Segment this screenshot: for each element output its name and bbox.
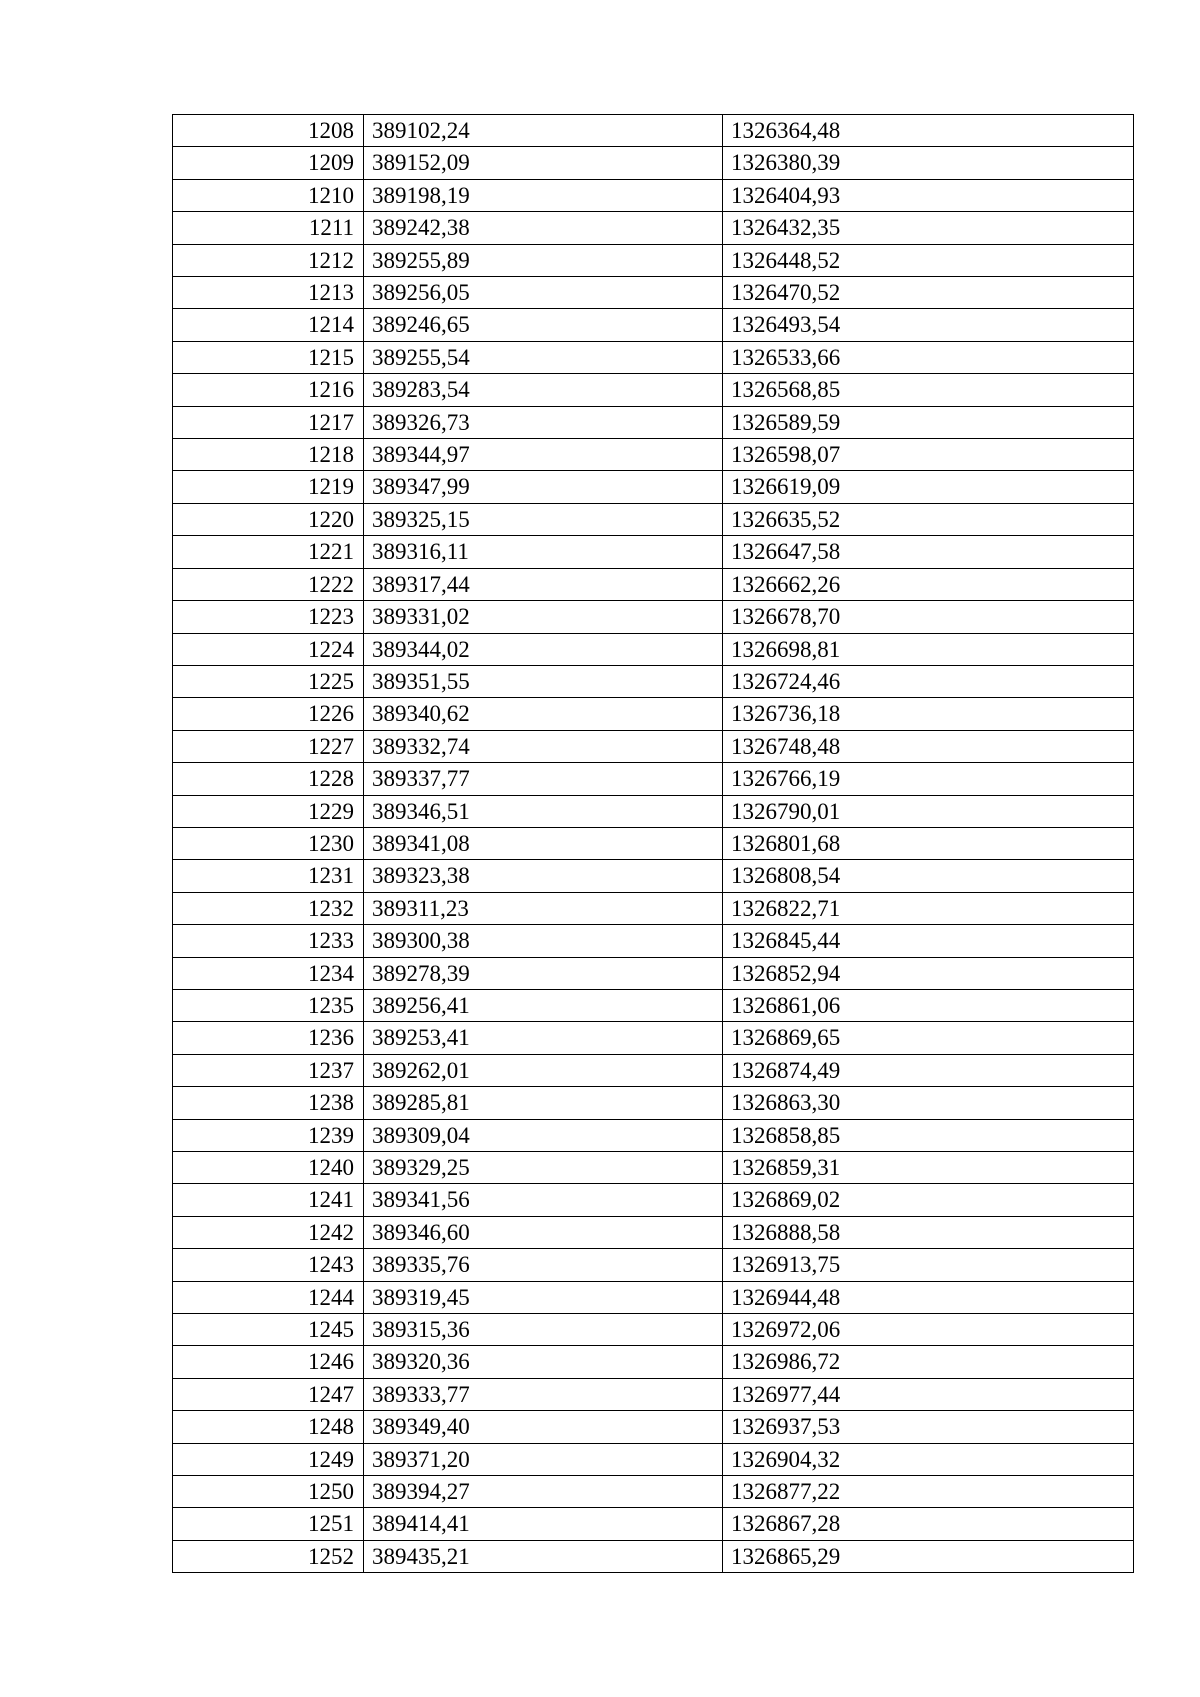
y-coordinate-cell: 1326859,31 — [723, 1152, 1134, 1184]
y-coordinate-cell: 1326877,22 — [723, 1476, 1134, 1508]
table-row — [173, 1249, 1134, 1281]
table-row — [173, 1314, 1134, 1346]
table-row — [173, 989, 1134, 1021]
y-coordinate-cell: 1326493,54 — [723, 309, 1134, 341]
y-coordinate-cell: 1326867,28 — [723, 1508, 1134, 1540]
y-coordinate-cell: 1326808,54 — [723, 860, 1134, 892]
x-coordinate-cell: 389198,19 — [364, 179, 723, 211]
x-coordinate-cell: 389329,25 — [364, 1152, 723, 1184]
point-number-cell: 1244 — [173, 1281, 364, 1313]
x-coordinate-cell: 389311,23 — [364, 892, 723, 924]
table-row — [173, 957, 1134, 989]
table-row — [173, 601, 1134, 633]
y-coordinate-cell: 1326364,48 — [723, 115, 1134, 147]
x-coordinate-cell: 389316,11 — [364, 536, 723, 568]
point-number-cell: 1223 — [173, 601, 364, 633]
point-number-cell: 1228 — [173, 763, 364, 795]
point-number-cell: 1236 — [173, 1022, 364, 1054]
y-coordinate-cell: 1326380,39 — [723, 147, 1134, 179]
point-number-cell: 1246 — [173, 1346, 364, 1378]
table-row — [173, 568, 1134, 600]
y-coordinate-cell: 1326568,85 — [723, 374, 1134, 406]
table-row — [173, 1152, 1134, 1184]
x-coordinate-cell: 389346,60 — [364, 1216, 723, 1248]
x-coordinate-cell: 389351,55 — [364, 665, 723, 697]
point-number-cell: 1220 — [173, 503, 364, 535]
table-row — [173, 925, 1134, 957]
y-coordinate-cell: 1326766,19 — [723, 763, 1134, 795]
table-row — [173, 1540, 1134, 1572]
point-number-cell: 1243 — [173, 1249, 364, 1281]
x-coordinate-cell: 389317,44 — [364, 568, 723, 600]
y-coordinate-cell: 1326432,35 — [723, 212, 1134, 244]
point-number-cell: 1213 — [173, 277, 364, 309]
x-coordinate-cell: 389320,36 — [364, 1346, 723, 1378]
point-number-cell: 1240 — [173, 1152, 364, 1184]
table-row — [173, 665, 1134, 697]
x-coordinate-cell: 389371,20 — [364, 1443, 723, 1475]
coordinates-table-body — [173, 115, 1134, 1573]
point-number-cell: 1232 — [173, 892, 364, 924]
x-coordinate-cell: 389325,15 — [364, 503, 723, 535]
point-number-cell: 1242 — [173, 1216, 364, 1248]
y-coordinate-cell: 1326986,72 — [723, 1346, 1134, 1378]
table-row — [173, 730, 1134, 762]
x-coordinate-cell: 389346,51 — [364, 795, 723, 827]
point-number-cell: 1210 — [173, 179, 364, 211]
x-coordinate-cell: 389435,21 — [364, 1540, 723, 1572]
point-number-cell: 1245 — [173, 1314, 364, 1346]
y-coordinate-cell: 1326736,18 — [723, 698, 1134, 730]
x-coordinate-cell: 389344,97 — [364, 439, 723, 471]
y-coordinate-cell: 1326801,68 — [723, 827, 1134, 859]
x-coordinate-cell: 389347,99 — [364, 471, 723, 503]
y-coordinate-cell: 1326724,46 — [723, 665, 1134, 697]
y-coordinate-cell: 1326869,65 — [723, 1022, 1134, 1054]
table-row — [173, 244, 1134, 276]
y-coordinate-cell: 1326635,52 — [723, 503, 1134, 535]
point-number-cell: 1216 — [173, 374, 364, 406]
x-coordinate-cell: 389319,45 — [364, 1281, 723, 1313]
point-number-cell: 1248 — [173, 1411, 364, 1443]
y-coordinate-cell: 1326861,06 — [723, 989, 1134, 1021]
table-row — [173, 1087, 1134, 1119]
table-row — [173, 471, 1134, 503]
y-coordinate-cell: 1326470,52 — [723, 277, 1134, 309]
x-coordinate-cell: 389340,62 — [364, 698, 723, 730]
table-row — [173, 115, 1134, 147]
x-coordinate-cell: 389414,41 — [364, 1508, 723, 1540]
point-number-cell: 1227 — [173, 730, 364, 762]
y-coordinate-cell: 1326888,58 — [723, 1216, 1134, 1248]
point-number-cell: 1229 — [173, 795, 364, 827]
point-number-cell: 1247 — [173, 1378, 364, 1410]
table-row — [173, 1411, 1134, 1443]
point-number-cell: 1233 — [173, 925, 364, 957]
table-row — [173, 179, 1134, 211]
x-coordinate-cell: 389256,41 — [364, 989, 723, 1021]
y-coordinate-cell: 1326863,30 — [723, 1087, 1134, 1119]
point-number-cell: 1217 — [173, 406, 364, 438]
y-coordinate-cell: 1326619,09 — [723, 471, 1134, 503]
y-coordinate-cell: 1326533,66 — [723, 341, 1134, 373]
table-row — [173, 1476, 1134, 1508]
point-number-cell: 1250 — [173, 1476, 364, 1508]
y-coordinate-cell: 1326904,32 — [723, 1443, 1134, 1475]
x-coordinate-cell: 389341,08 — [364, 827, 723, 859]
table-row — [173, 1184, 1134, 1216]
y-coordinate-cell: 1326748,48 — [723, 730, 1134, 762]
x-coordinate-cell: 389253,41 — [364, 1022, 723, 1054]
table-row — [173, 212, 1134, 244]
point-number-cell: 1239 — [173, 1119, 364, 1151]
point-number-cell: 1252 — [173, 1540, 364, 1572]
table-row — [173, 1378, 1134, 1410]
y-coordinate-cell: 1326937,53 — [723, 1411, 1134, 1443]
point-number-cell: 1222 — [173, 568, 364, 600]
y-coordinate-cell: 1326404,93 — [723, 179, 1134, 211]
point-number-cell: 1221 — [173, 536, 364, 568]
x-coordinate-cell: 389335,76 — [364, 1249, 723, 1281]
table-row — [173, 763, 1134, 795]
y-coordinate-cell: 1326790,01 — [723, 795, 1134, 827]
point-number-cell: 1211 — [173, 212, 364, 244]
table-row — [173, 309, 1134, 341]
x-coordinate-cell: 389242,38 — [364, 212, 723, 244]
table-row — [173, 374, 1134, 406]
y-coordinate-cell: 1326972,06 — [723, 1314, 1134, 1346]
y-coordinate-cell: 1326678,70 — [723, 601, 1134, 633]
y-coordinate-cell: 1326977,44 — [723, 1378, 1134, 1410]
x-coordinate-cell: 389309,04 — [364, 1119, 723, 1151]
x-coordinate-cell: 389323,38 — [364, 860, 723, 892]
table-row — [173, 698, 1134, 730]
point-number-cell: 1235 — [173, 989, 364, 1021]
y-coordinate-cell: 1326913,75 — [723, 1249, 1134, 1281]
point-number-cell: 1237 — [173, 1054, 364, 1086]
y-coordinate-cell: 1326822,71 — [723, 892, 1134, 924]
x-coordinate-cell: 389332,74 — [364, 730, 723, 762]
y-coordinate-cell: 1326865,29 — [723, 1540, 1134, 1572]
table-row — [173, 341, 1134, 373]
x-coordinate-cell: 389283,54 — [364, 374, 723, 406]
table-row — [173, 503, 1134, 535]
y-coordinate-cell: 1326944,48 — [723, 1281, 1134, 1313]
x-coordinate-cell: 389331,02 — [364, 601, 723, 633]
y-coordinate-cell: 1326858,85 — [723, 1119, 1134, 1151]
x-coordinate-cell: 389344,02 — [364, 633, 723, 665]
table-row — [173, 147, 1134, 179]
x-coordinate-cell: 389326,73 — [364, 406, 723, 438]
point-number-cell: 1251 — [173, 1508, 364, 1540]
table-row — [173, 892, 1134, 924]
table-row — [173, 536, 1134, 568]
x-coordinate-cell: 389262,01 — [364, 1054, 723, 1086]
point-number-cell: 1231 — [173, 860, 364, 892]
y-coordinate-cell: 1326869,02 — [723, 1184, 1134, 1216]
point-number-cell: 1226 — [173, 698, 364, 730]
table-row — [173, 827, 1134, 859]
point-number-cell: 1234 — [173, 957, 364, 989]
y-coordinate-cell: 1326698,81 — [723, 633, 1134, 665]
x-coordinate-cell: 389255,89 — [364, 244, 723, 276]
x-coordinate-cell: 389256,05 — [364, 277, 723, 309]
x-coordinate-cell: 389285,81 — [364, 1087, 723, 1119]
point-number-cell: 1249 — [173, 1443, 364, 1475]
point-number-cell: 1241 — [173, 1184, 364, 1216]
table-row — [173, 1346, 1134, 1378]
point-number-cell: 1212 — [173, 244, 364, 276]
x-coordinate-cell: 389315,36 — [364, 1314, 723, 1346]
x-coordinate-cell: 389246,65 — [364, 309, 723, 341]
x-coordinate-cell: 389349,40 — [364, 1411, 723, 1443]
table-row — [173, 439, 1134, 471]
table-row — [173, 633, 1134, 665]
x-coordinate-cell: 389333,77 — [364, 1378, 723, 1410]
x-coordinate-cell: 389152,09 — [364, 147, 723, 179]
point-number-cell: 1218 — [173, 439, 364, 471]
y-coordinate-cell: 1326589,59 — [723, 406, 1134, 438]
point-number-cell: 1214 — [173, 309, 364, 341]
x-coordinate-cell: 389255,54 — [364, 341, 723, 373]
table-row — [173, 406, 1134, 438]
table-row — [173, 1508, 1134, 1540]
table-row — [173, 1281, 1134, 1313]
table-row — [173, 1119, 1134, 1151]
x-coordinate-cell: 389341,56 — [364, 1184, 723, 1216]
table-row — [173, 1054, 1134, 1086]
y-coordinate-cell: 1326874,49 — [723, 1054, 1134, 1086]
table-row — [173, 795, 1134, 827]
x-coordinate-cell: 389337,77 — [364, 763, 723, 795]
coordinates-table — [172, 114, 1134, 1573]
y-coordinate-cell: 1326662,26 — [723, 568, 1134, 600]
point-number-cell: 1238 — [173, 1087, 364, 1119]
y-coordinate-cell: 1326845,44 — [723, 925, 1134, 957]
y-coordinate-cell: 1326598,07 — [723, 439, 1134, 471]
table-row — [173, 1022, 1134, 1054]
x-coordinate-cell: 389394,27 — [364, 1476, 723, 1508]
y-coordinate-cell: 1326852,94 — [723, 957, 1134, 989]
point-number-cell: 1215 — [173, 341, 364, 373]
point-number-cell: 1209 — [173, 147, 364, 179]
y-coordinate-cell: 1326647,58 — [723, 536, 1134, 568]
point-number-cell: 1219 — [173, 471, 364, 503]
table-row — [173, 277, 1134, 309]
point-number-cell: 1224 — [173, 633, 364, 665]
table-row — [173, 1443, 1134, 1475]
x-coordinate-cell: 389300,38 — [364, 925, 723, 957]
point-number-cell: 1225 — [173, 665, 364, 697]
x-coordinate-cell: 389278,39 — [364, 957, 723, 989]
table-row — [173, 1216, 1134, 1248]
point-number-cell: 1230 — [173, 827, 364, 859]
point-number-cell: 1208 — [173, 115, 364, 147]
table-row — [173, 860, 1134, 892]
x-coordinate-cell: 389102,24 — [364, 115, 723, 147]
y-coordinate-cell: 1326448,52 — [723, 244, 1134, 276]
